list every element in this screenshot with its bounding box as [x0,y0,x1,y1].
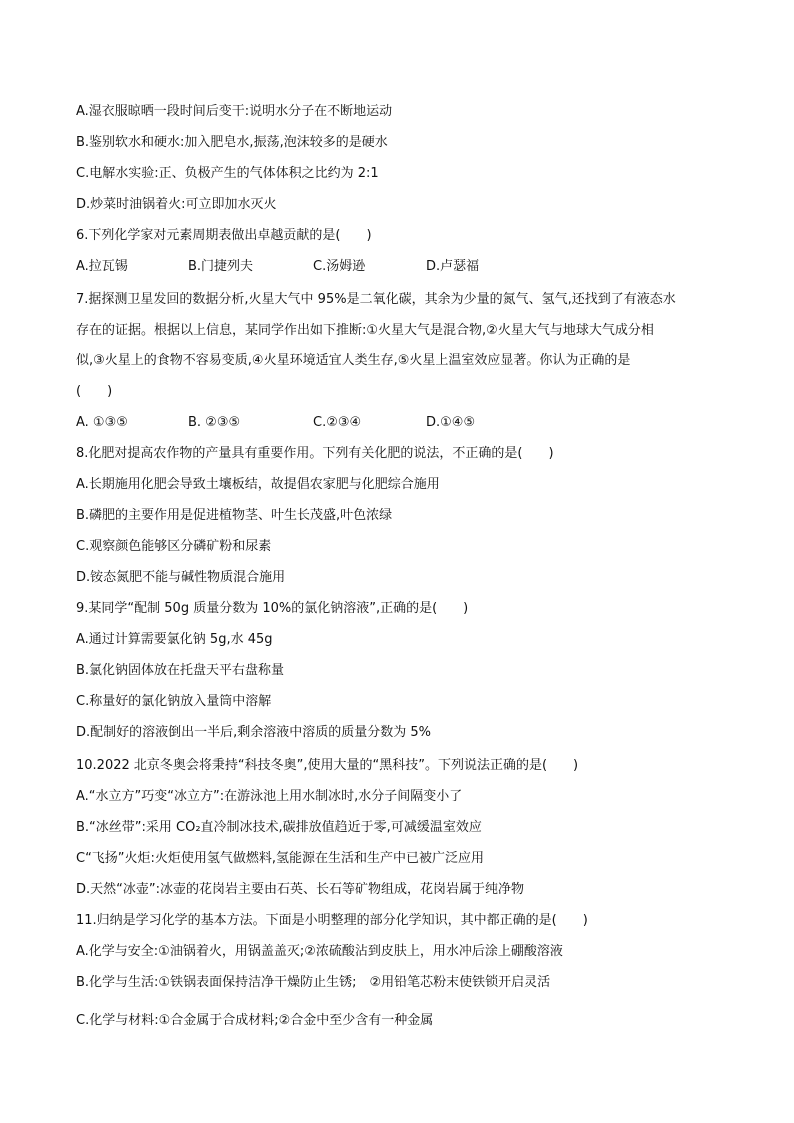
q9-stem: 9.某同学“配制 50g 质量分数为 10%的氯化钠溶液”,正确的是( ) [76,601,469,616]
q11-stem: 11.归纳是学习化学的基本方法。下面是小明整理的部分化学知识，其中都正确的是( ) [76,913,588,928]
q6-option-d: D.卢瑟福 [426,259,480,274]
q7-answer-bracket: ( ) [76,384,113,399]
q11-option-a: A.化学与安全:①油锅着火，用锅盖盖灭;②浓硫酸沾到皮肤上，用水冲后涂上硼酸溶液 [76,944,563,959]
q8-option-b: B.磷肥的主要作用是促进植物茎、叶生长茂盛,叶色浓绿 [76,508,393,523]
q7-stem-line-2: 存在的证据。根据以上信息，某同学作出如下推断:①火星大气是混合物,②火星大气与地球大气成分相 [76,323,654,338]
q11-option-b: B.化学与生活:①铁锅表面保持洁净干燥防止生锈; ②用铅笔芯粉末使铁锁开启灵活 [76,975,551,990]
q9-option-b: B.氯化钠固体放在托盘天平右盘称量 [76,663,285,678]
q7-stem-line-1: 7.据探测卫星发回的数据分析,火星大气中 95%是二氧化碳，其余为少量的氮气、氢气,还找到了有液态水 [76,292,676,307]
q9-option-d: D.配制好的溶液倒出一半后,剩余溶液中溶质的质量分数为 5% [76,725,432,740]
q8-option-a: A.长期施用化肥会导致土壤板结，故提倡农家肥与化肥综合施用 [76,477,440,492]
q10-option-b: B.“冰丝带”:采用 CO₂直冷制冰技术,碳排放值趋近于零,可减缓温室效应 [76,820,482,835]
q11-option-c: C.化学与材料:①合金属于合成材料;②合金中至少含有一种金属 [76,1013,434,1028]
q10-option-d: D.天然“冰壶”:冰壶的花岗岩主要由石英、长石等矿物组成，花岗岩属于纯净物 [76,882,524,897]
q7-stem-line-3: 似,③火星上的食物不容易变质,④火星环境适宜人类生存,⑤火星上温室效应显著。你认为正确的是 [76,353,631,368]
q7-option-d: D.①④⑤ [426,415,476,430]
q7-option-a: A. ①③⑤ [76,415,128,430]
q7-option-b: B. ②③⑤ [188,415,241,430]
q6-option-a: A.拉瓦锡 [76,259,128,274]
q6-option-b: B.门捷列夫 [188,259,254,274]
q6-stem: 6.下列化学家对元素周期表做出卓越贡献的是( ) [76,228,372,243]
q8-option-d: D.铵态氮肥不能与碱性物质混合施用 [76,570,286,585]
q5-option-a: A.湿衣服晾晒一段时间后变干:说明水分子在不断地运动 [76,104,393,119]
q8-stem: 8.化肥对提高农作物的产量具有重要作用。下列有关化肥的说法，不正确的是( ) [76,446,554,461]
q5-option-d: D.炒菜时油锅着火:可立即加水灭火 [76,197,277,212]
q9-option-c: C.称量好的氯化钠放入量筒中溶解 [76,694,272,709]
q9-option-a: A.通过计算需要氯化钠 5g,水 45g [76,632,273,647]
q7-option-c: C.②③④ [313,415,362,430]
q5-option-c: C.电解水实验:正、负极产生的气体体积之比约为 2:1 [76,166,379,181]
q10-option-a: A.“水立方”巧变“冰立方”:在游泳池上用水制冰时,水分子间隔变小了 [76,789,463,804]
q10-option-c: C“飞扬”火炬:火炬使用氢气做燃料,氢能源在生活和生产中已被广泛应用 [76,851,485,866]
q5-option-b: B.鉴别软水和硬水:加入肥皂水,振荡,泡沫较多的是硬水 [76,135,388,150]
q6-option-c: C.汤姆逊 [313,259,366,274]
q8-option-c: C.观察颜色能够区分磷矿粉和尿素 [76,539,272,554]
q10-stem: 10.2022 北京冬奥会将秉持“科技冬奥”,使用大量的“黑科技”。下列说法正确的是( ) [76,758,579,773]
